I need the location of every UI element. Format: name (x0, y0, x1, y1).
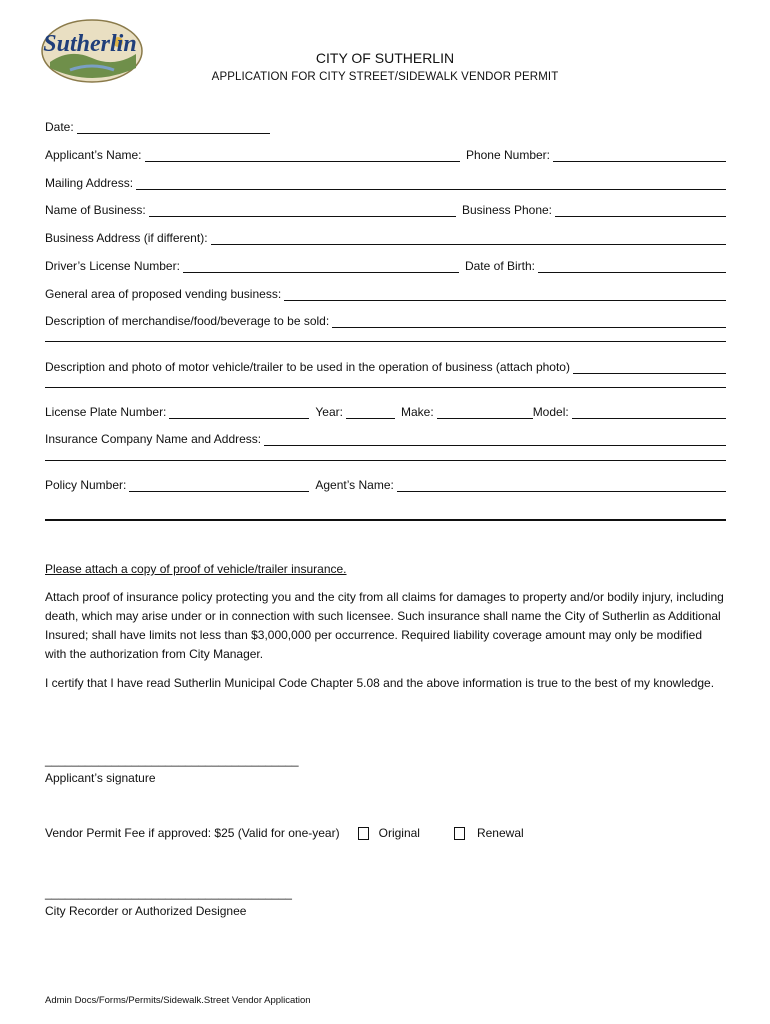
original-label: Original (378, 826, 420, 840)
business-phone-label: Business Phone: (461, 203, 552, 217)
vehicle-field[interactable] (573, 361, 726, 374)
merch-label: Description of merchandise/food/beverage to be sold: (45, 314, 330, 328)
applicant-signature-label: Applicant’s signature (45, 771, 156, 785)
agent-field[interactable] (397, 479, 726, 492)
merch-field[interactable] (332, 315, 726, 328)
date-label: Date: (45, 120, 74, 134)
insurance-notice-heading: Please attach a copy of proof of vehicle/trailer insurance. (45, 562, 347, 576)
renewal-label: Renewal (476, 826, 524, 840)
make-label: Make: (401, 405, 434, 419)
model-label: Model: (532, 405, 569, 419)
license-field[interactable] (183, 260, 459, 273)
policy-field[interactable] (129, 479, 309, 492)
year-label: Year: (315, 405, 343, 419)
area-field[interactable] (284, 288, 726, 301)
insurance-field[interactable] (264, 433, 726, 446)
phone-label: Phone Number: (465, 148, 550, 162)
business-address-field[interactable] (211, 232, 726, 245)
section-divider (45, 519, 726, 521)
merch-field-line-2[interactable] (45, 341, 726, 342)
phone-field[interactable] (553, 149, 726, 162)
page-title: CITY OF SUTHERLIN (315, 50, 455, 66)
certification-text: I certify that I have read Sutherlin Municipal Code Chapter 5.08 and the above information is true to the best of my knowledge. (45, 676, 715, 690)
license-label: Driver’s License Number: (45, 259, 180, 273)
license-row (45, 255, 726, 273)
recorder-signature-label: City Recorder or Authorized Designee (45, 904, 247, 918)
policy-label: Policy Number: (45, 478, 127, 492)
footer-path: Admin Docs/Forms/Permits/Sidewalk.Street Vendor Application (45, 995, 311, 1006)
applicant-name-field[interactable] (145, 149, 460, 162)
area-row (45, 283, 726, 301)
renewal-checkbox[interactable] (454, 827, 465, 840)
insurance-row (45, 428, 726, 446)
vehicle-details-row (45, 401, 726, 419)
mailing-row (45, 172, 726, 190)
business-address-row (45, 227, 726, 245)
model-field[interactable] (572, 406, 726, 419)
insurance-notice-body: Attach proof of insurance policy protecting you and the city from all claims for damages to property and/or bodily injury, including death, which may arise under or in connection with such licensee. Such insurance shall name the City of Sutherlin as Additional Insured; shall have limits not less than $3,000,000 per occurrence. Required liability coverage amount may only be modified with the authorization from City Manager. (45, 590, 724, 661)
business-name-label: Name of Business: (45, 203, 146, 217)
business-name-field[interactable] (149, 204, 456, 217)
original-checkbox[interactable] (358, 827, 369, 840)
page-subtitle: APPLICATION FOR CITY STREET/SIDEWALK VENDOR PERMIT (211, 71, 559, 83)
insurance-label: Insurance Company Name and Address: (45, 432, 262, 446)
logo-text: Sutherlin (43, 31, 137, 57)
mailing-field[interactable] (136, 177, 726, 190)
date-row (45, 116, 726, 134)
plate-label: License Plate Number: (45, 405, 167, 419)
insurance-field-line-2[interactable] (45, 460, 726, 461)
vehicle-label: Description and photo of motor vehicle/trailer to be used in the operation of business (attach photo) (45, 360, 570, 374)
date-field[interactable] (77, 121, 270, 134)
dob-label: Date of Birth: (464, 259, 535, 273)
business-address-label: Business Address (if different): (45, 231, 208, 245)
fee-text: Vendor Permit Fee if approved: $25 (Valid for one-year) (45, 826, 340, 840)
merch-row (45, 310, 726, 328)
applicant-name-label: Applicant’s Name: (45, 148, 142, 162)
fee-row (45, 824, 725, 843)
business-row (45, 199, 726, 217)
applicant-signature-line[interactable]: ______________________________________ (45, 753, 299, 767)
make-field[interactable] (437, 406, 533, 419)
business-phone-field[interactable] (555, 204, 726, 217)
policy-row (45, 474, 726, 492)
area-label: General area of proposed vending business: (45, 287, 282, 301)
dob-field[interactable] (538, 260, 726, 273)
vehicle-field-line-2[interactable] (45, 387, 726, 388)
applicant-row (45, 144, 726, 162)
recorder-signature-line[interactable]: _____________________________________ (45, 886, 292, 900)
mailing-label: Mailing Address: (45, 176, 134, 190)
plate-field[interactable] (169, 406, 309, 419)
vehicle-row (45, 356, 726, 374)
year-field[interactable] (346, 406, 395, 419)
agent-label: Agent’s Name: (315, 478, 394, 492)
